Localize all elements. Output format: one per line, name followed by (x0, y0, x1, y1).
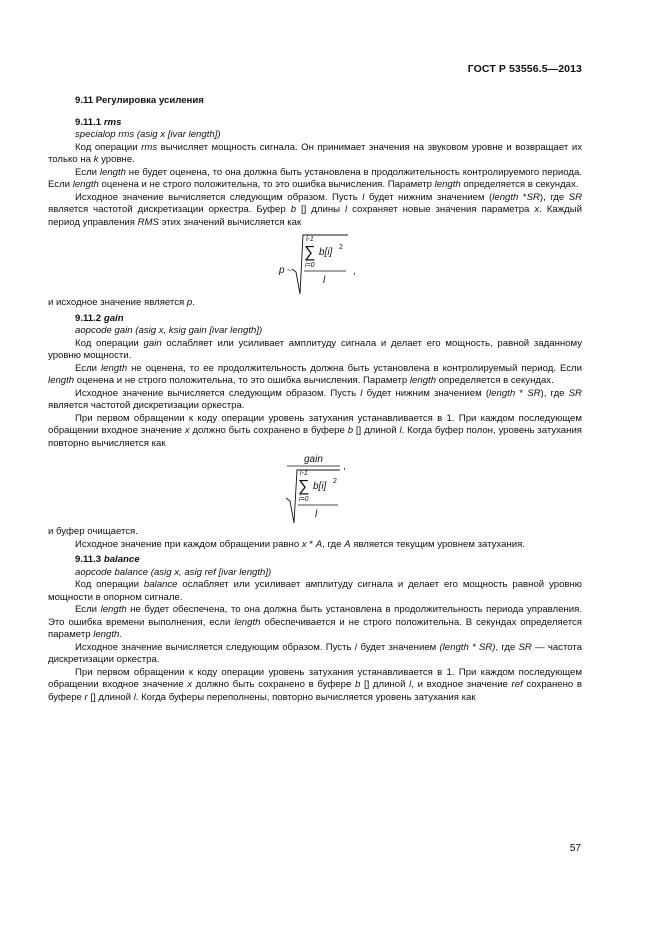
sum-upper-limit: l-1 (300, 470, 308, 477)
page-content (48, 95, 582, 704)
paragraph: Код операции rms вычисляет мощность сигнала. Он принимает значения на звуковом уровне и возвращает их только на k уровне. (48, 141, 582, 165)
paragraph: При первом обращении к коду операции уровень затухания устанавливается в 1. При каждом последующем обращении входное значение x должно быть сохранено в буфере b [] длиной l. Когда буфер полон, уровень затухания повторно вычисляется как (48, 412, 583, 449)
paragraph: Исходное значение вычисляется следующим образом. Пусть / будет значением (length * SR), где SR — частота дискретизации оркестра. (48, 641, 583, 665)
formula-comma: , (353, 266, 356, 277)
numerator-gain: gain (304, 454, 323, 465)
formula-comma: , (343, 461, 346, 472)
paragraph: Код операции gain ослабляет или усиливает амплитуду сигнала и делает его мощность, равной заданному уровню мощности. (48, 337, 582, 361)
denominator: l (323, 275, 326, 286)
paragraph: Исходное значение при каждом обращении равно x * A, где A является текущим уровнем затухания. (75, 538, 525, 550)
sum-upper-limit: l-1 (306, 236, 314, 243)
term-exponent: 2 (333, 478, 337, 485)
formula-rms (48, 231, 582, 295)
paragraph: Если length не будет оценена, то она должна быть установлена в продолжительность контролируемого периода. Если length оценена и не строго положительна, то это ошибка вычисления. Параметр length определяется в секундах. (48, 166, 583, 190)
paragraph: Исходное значение вычисляется следующим образом. Пусть l будет нижним значением (length * SR), где SR является частотой дискретизации оркестра. (48, 387, 582, 411)
signature-rms: specialop rms (asig x [ivar length]) (75, 129, 221, 140)
sum-lower-limit: i=0 (299, 496, 309, 503)
sum-lower-limit: i=0 (305, 262, 315, 269)
paragraph: Если length не оценена, то ее продолжительность должна быть установлена в контролируемый период. Если length оценена и не строго положительна, то это ошибка вычисления. Параметр length определяется в секундах. (48, 362, 583, 386)
paragraph: Код операции balance ослабляет или усиливает амплитуду сигнала и делает его мощность равной уровню мощности в опорном сигнале. (48, 579, 582, 603)
subsection-heading-gain: 9.11.2 gain (75, 312, 124, 324)
signature-balance: aopcode balance (asig x, asig ref [ivar length]) (75, 566, 272, 578)
signature-gain: aopcode gain (asig x, ksig gain [ivar length]) (75, 325, 263, 336)
paragraph: При первом обращении к коду операции уровень затухания устанавливается в 1. При каждом последующем обращении входное значение x должно быть сохранено в буфере b [] длиной l, и входное значение ref сохранено в буфере r [] длиной l. Когда буферы переполнены, повторно вычисляется уровень затухания как (48, 666, 583, 703)
sigma-symbol: ∑ (298, 478, 310, 495)
term-exponent: 2 (339, 244, 343, 251)
sqrt-radical (286, 470, 340, 523)
paragraph: Исходное значение вычисляется следующим образом. Пусть l будет нижним значением (length *SR), где SR является частотой дискретизации оркестра. Буфер b [] длины l сохраняет новые значения параметра x. Каждый период управления RMS этих значений вычисляется как (48, 191, 583, 228)
formula-gain (48, 452, 582, 524)
sigma-symbol: ∑ (304, 244, 316, 261)
formula-lhs: p (279, 265, 285, 276)
page-number: 57 (569, 843, 581, 854)
section-title: 9.11 Регулировка усиления (75, 95, 204, 106)
denominator: l (315, 509, 318, 520)
paragraph: Если length не будет обеспечена, то она должна быть установлена в продолжительность периода управления. Это ошибка времени выполнения, если length обеспечивается и не строго положительна. В секундах определяется параметр length. (48, 604, 582, 640)
formula-rms-svg (48, 231, 582, 295)
formula-gain-svg (48, 452, 582, 524)
sum-term: b[i] (313, 481, 327, 492)
subsection-heading-balance: 9.11.3 balance (75, 554, 140, 565)
paragraph: и буфер очищается. (48, 526, 138, 537)
sum-term: b[i] (319, 247, 333, 258)
paragraph: и исходное значение является p. (48, 297, 195, 308)
formula-approx: ~ (287, 266, 292, 275)
standard-header: ГОСТ Р 53556.5—2013 (467, 63, 582, 75)
subsection-heading-rms: 9.11.1 rms (75, 116, 122, 128)
